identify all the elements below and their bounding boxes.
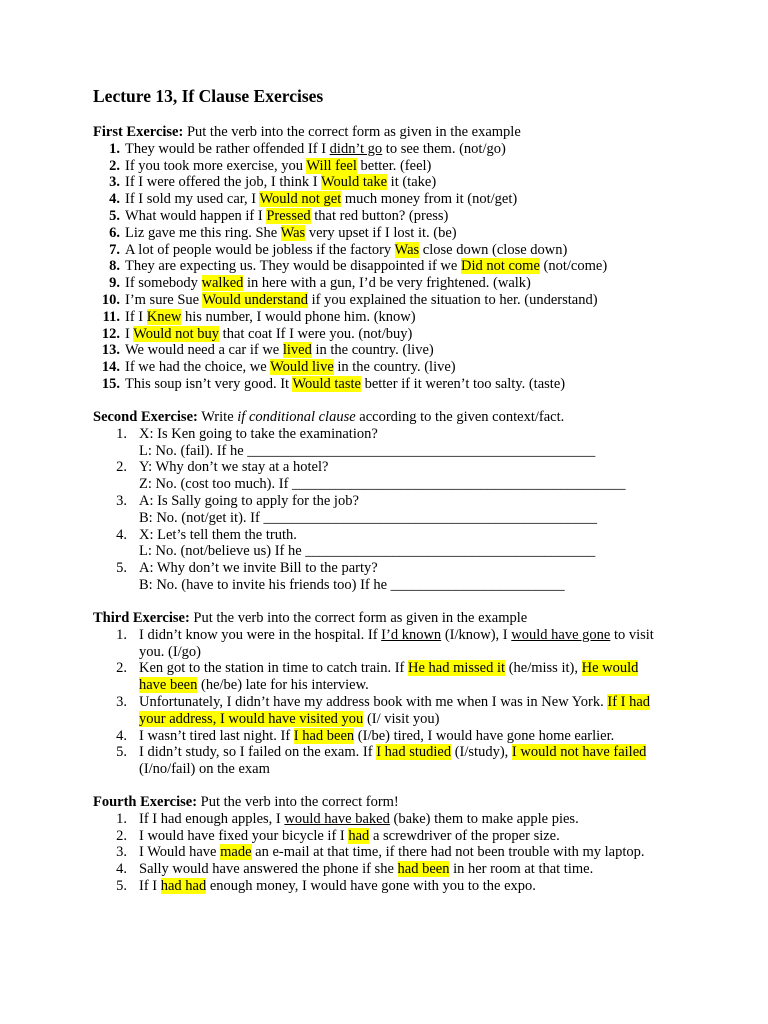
dialogue-question: A: Why don’t we invite Bill to the party? bbox=[139, 560, 378, 577]
list-item bbox=[93, 191, 693, 208]
first-exercise bbox=[93, 124, 693, 393]
item-number: 15. bbox=[101, 375, 120, 392]
list-item bbox=[93, 158, 693, 175]
item-hint: much money from it (not/get) bbox=[341, 191, 518, 208]
item-stem: I’m sure Sue bbox=[125, 291, 203, 308]
item-number: 1. bbox=[116, 425, 127, 442]
item-hint: if you explained the situation to her. (understand) bbox=[308, 291, 598, 308]
item-stem: We would need a car if we bbox=[125, 342, 283, 359]
list-item bbox=[93, 376, 693, 393]
item-number: 1. bbox=[116, 626, 127, 643]
item-text-part: (I/know), I bbox=[441, 626, 512, 643]
first-exercise-list bbox=[93, 141, 693, 393]
example-answer: would have baked bbox=[284, 810, 390, 827]
item-text-part: Unfortunately, I didn’t have my address book with me when I was in New York. bbox=[139, 693, 608, 710]
item-stem: If I sold my used car, I bbox=[125, 191, 260, 208]
list-item bbox=[93, 242, 693, 259]
answer-highlight: had had bbox=[160, 877, 207, 894]
item-number: 10. bbox=[101, 291, 120, 308]
item-text bbox=[139, 694, 654, 728]
list-item bbox=[93, 828, 693, 845]
item-number: 4. bbox=[116, 861, 127, 878]
item-hint: better. (feel) bbox=[356, 157, 432, 174]
fourth-exercise-heading: Fourth Exercise: Put the verb into the correct form! bbox=[93, 794, 399, 810]
list-item bbox=[93, 844, 693, 861]
item-text bbox=[139, 844, 654, 861]
item-hint: in here with a gun, I’d be very frightened. (walk) bbox=[243, 275, 531, 292]
list-item bbox=[93, 660, 693, 694]
item-text bbox=[125, 376, 693, 393]
item-text-part: (I/no/fail) on the exam bbox=[139, 761, 270, 778]
item-text bbox=[125, 275, 693, 292]
item-text-part: (bake) them to make apple pies. bbox=[389, 810, 579, 827]
item-number: 4. bbox=[116, 526, 127, 543]
dialogue-answer-blank: Z: No. (cost too much). If ______________________________________________ bbox=[139, 476, 626, 493]
dialogue-question: X: Is Ken going to take the examination? bbox=[139, 425, 378, 442]
list-item bbox=[93, 174, 693, 191]
item-number: 7. bbox=[109, 241, 120, 258]
list-item bbox=[93, 728, 693, 745]
item-number: 2. bbox=[116, 660, 127, 677]
list-item bbox=[93, 258, 693, 275]
item-stem: If I were offered the job, I think I bbox=[125, 174, 321, 191]
fourth-exercise bbox=[93, 794, 693, 895]
item-text bbox=[139, 728, 654, 745]
item-text bbox=[125, 326, 693, 343]
answer-highlight: Did not come bbox=[460, 258, 540, 275]
item-text bbox=[139, 811, 654, 828]
item-number: 14. bbox=[101, 359, 120, 376]
dialogue-question: A: Is Sally going to apply for the job? bbox=[139, 492, 359, 509]
item-text-part: an e-mail at that time, if there had not been trouble with my laptop. bbox=[251, 844, 645, 861]
item-stem: If we had the choice, we bbox=[125, 359, 271, 376]
item-stem: What would happen if I bbox=[125, 207, 267, 224]
item-text bbox=[125, 208, 693, 225]
third-exercise-list bbox=[93, 627, 693, 778]
item-text bbox=[139, 493, 693, 527]
list-item bbox=[93, 878, 693, 895]
third-exercise bbox=[93, 610, 693, 778]
item-stem: If somebody bbox=[125, 275, 202, 292]
item-text-part: I would have fixed your bicycle if I bbox=[139, 827, 349, 844]
list-item bbox=[93, 275, 693, 292]
item-hint: better if it weren’t too salty. (taste) bbox=[360, 375, 566, 392]
dialogue-answer-blank: B: No. (not/get it). If ______________________________________________ bbox=[139, 509, 597, 526]
item-text-part: Ken got to the station in time to catch train. If bbox=[139, 660, 408, 677]
item-hint: close down (close down) bbox=[419, 241, 568, 258]
item-number: 5. bbox=[116, 560, 127, 577]
item-stem: A lot of people would be jobless if the factory bbox=[125, 241, 395, 258]
dialogue-question: X: Let’s tell them the truth. bbox=[139, 526, 297, 543]
second-exercise bbox=[93, 409, 693, 594]
list-item bbox=[93, 208, 693, 225]
item-stem: If you took more exercise, you bbox=[125, 157, 307, 174]
answer-highlight: Pressed bbox=[266, 207, 311, 224]
item-text bbox=[125, 309, 693, 326]
answer-highlight: had been bbox=[397, 861, 450, 878]
item-hint: his number, I would phone him. (know) bbox=[181, 308, 416, 325]
item-text bbox=[125, 191, 693, 208]
item-text bbox=[125, 158, 693, 175]
item-number: 11. bbox=[102, 308, 120, 325]
item-text-part: If I bbox=[139, 877, 161, 894]
item-number: 5. bbox=[116, 744, 127, 761]
item-hint: to see them. (not/go) bbox=[382, 140, 506, 157]
item-number: 9. bbox=[109, 275, 120, 292]
example-answer: didn’t go bbox=[329, 140, 383, 157]
item-number: 2. bbox=[116, 459, 127, 476]
item-number: 12. bbox=[101, 325, 120, 342]
item-text-part: to visit you. (I/go) bbox=[139, 626, 654, 660]
item-text bbox=[139, 878, 654, 895]
first-exercise-heading: First Exercise: Put the verb into the correct form as given in the example bbox=[93, 124, 521, 140]
list-item bbox=[93, 560, 693, 594]
item-text bbox=[125, 292, 693, 309]
list-item bbox=[93, 292, 693, 309]
item-text bbox=[125, 141, 693, 158]
item-number: 1. bbox=[116, 810, 127, 827]
answer-highlight: Would not get bbox=[259, 191, 342, 208]
item-hint: that red button? (press) bbox=[310, 207, 449, 224]
item-number: 13. bbox=[101, 342, 120, 359]
item-hint: it (take) bbox=[387, 174, 437, 191]
answer-highlight: If I had your address, I would have visited you bbox=[139, 693, 651, 727]
item-text bbox=[125, 258, 693, 275]
list-item bbox=[93, 694, 693, 728]
third-exercise-heading: Third Exercise: Put the verb into the correct form as given in the example bbox=[93, 610, 528, 626]
item-text bbox=[125, 359, 693, 376]
list-item bbox=[93, 493, 693, 527]
item-number: 5. bbox=[109, 207, 120, 224]
list-item bbox=[93, 326, 693, 343]
item-number: 8. bbox=[109, 258, 120, 275]
second-exercise-list bbox=[93, 426, 693, 594]
dialogue-answer-blank: L: No. (not/believe us) If he ________________________________________ bbox=[139, 543, 596, 560]
item-text-part: (he/be) late for his interview. bbox=[197, 677, 369, 694]
item-text bbox=[139, 828, 654, 845]
item-text-part: a screwdriver of the proper size. bbox=[369, 827, 560, 844]
list-item bbox=[93, 527, 693, 561]
list-item bbox=[93, 225, 693, 242]
example-answer: would have gone bbox=[511, 626, 611, 643]
item-text-part: enough money, I would have gone with you to the expo. bbox=[206, 877, 536, 894]
answer-highlight: lived bbox=[282, 342, 312, 359]
list-item bbox=[93, 426, 693, 460]
page-title: Lecture 13, If Clause Exercises bbox=[93, 86, 324, 106]
answer-highlight: He had missed it bbox=[408, 660, 506, 677]
item-number: 4. bbox=[109, 191, 120, 208]
answer-highlight: I would not have failed bbox=[511, 744, 647, 761]
item-text bbox=[139, 627, 654, 661]
fourth-exercise-list bbox=[93, 811, 693, 895]
item-text bbox=[125, 225, 693, 242]
dialogue-question: Y: Why don’t we stay at a hotel? bbox=[139, 459, 329, 476]
item-text bbox=[125, 242, 693, 259]
dialogue-answer-blank: L: No. (fail). If he ________________________________________________ bbox=[139, 442, 596, 459]
item-text-part: in her room at that time. bbox=[449, 861, 594, 878]
item-stem: They are expecting us. They would be disappointed if we bbox=[125, 258, 461, 275]
answer-highlight: I had been bbox=[293, 727, 355, 744]
item-text bbox=[139, 527, 693, 561]
item-text bbox=[139, 459, 693, 493]
item-text-part: Sally would have answered the phone if she bbox=[139, 861, 398, 878]
answer-highlight: Knew bbox=[146, 308, 182, 325]
list-item bbox=[93, 811, 693, 828]
answer-highlight: Would take bbox=[320, 174, 388, 191]
answer-highlight: Was bbox=[394, 241, 420, 258]
item-number: 2. bbox=[109, 157, 120, 174]
item-hint: very upset if I lost it. (be) bbox=[305, 224, 457, 241]
list-item bbox=[93, 627, 693, 661]
item-text bbox=[139, 660, 654, 694]
item-number: 1. bbox=[109, 140, 120, 157]
item-number: 3. bbox=[109, 174, 120, 191]
item-stem: Liz gave me this ring. She bbox=[125, 224, 281, 241]
item-text bbox=[139, 560, 693, 594]
item-text-part: I Would have bbox=[139, 844, 221, 861]
answer-highlight: Would not buy bbox=[133, 325, 220, 342]
item-text-part: I didn’t study, so I failed on the exam. If bbox=[139, 744, 377, 761]
list-item bbox=[93, 744, 693, 778]
item-stem: I bbox=[125, 325, 134, 342]
item-hint: (not/come) bbox=[539, 258, 608, 275]
answer-highlight: made bbox=[220, 844, 252, 861]
item-hint: in the country. (live) bbox=[311, 342, 434, 359]
item-stem: This soup isn’t very good. It bbox=[125, 375, 293, 392]
item-text-part: (he/miss it), bbox=[505, 660, 582, 677]
item-number: 3. bbox=[116, 693, 127, 710]
answer-highlight: Would live bbox=[270, 359, 334, 376]
answer-highlight: Would understand bbox=[202, 291, 309, 308]
item-hint: in the country. (live) bbox=[333, 359, 456, 376]
item-text-part: (I/study), bbox=[451, 744, 512, 761]
answer-highlight: I had studied bbox=[376, 744, 452, 761]
item-text bbox=[125, 342, 693, 359]
item-text bbox=[139, 426, 693, 460]
answer-highlight: Will feel bbox=[306, 157, 357, 174]
item-text-part: If I had enough apples, I bbox=[139, 810, 285, 827]
item-text-part: (I/ visit you) bbox=[363, 710, 440, 727]
answer-highlight: He would have been bbox=[139, 660, 639, 694]
item-number: 6. bbox=[109, 224, 120, 241]
dialogue-answer-blank: B: No. (have to invite his friends too) If he ________________________ bbox=[139, 576, 565, 593]
item-stem: If I bbox=[125, 308, 147, 325]
item-hint: that coat If I were you. (not/buy) bbox=[219, 325, 413, 342]
item-text-part: I didn’t know you were in the hospital. If bbox=[139, 626, 382, 643]
second-exercise-heading: Second Exercise: Write if conditional clause according to the given context/fact. bbox=[93, 409, 565, 425]
item-text bbox=[125, 174, 693, 191]
list-item bbox=[93, 861, 693, 878]
list-item bbox=[93, 459, 693, 493]
list-item bbox=[93, 359, 693, 376]
answer-highlight: Was bbox=[280, 224, 306, 241]
item-text bbox=[139, 744, 654, 778]
item-number: 2. bbox=[116, 827, 127, 844]
answer-highlight: walked bbox=[201, 275, 244, 292]
item-stem: They would be rather offended If I bbox=[125, 140, 330, 157]
item-number: 3. bbox=[116, 492, 127, 509]
item-text bbox=[139, 861, 654, 878]
list-item bbox=[93, 309, 693, 326]
answer-highlight: had bbox=[348, 827, 370, 844]
list-item bbox=[93, 342, 693, 359]
list-item bbox=[93, 141, 693, 158]
answer-highlight: Would taste bbox=[292, 375, 361, 392]
item-number: 5. bbox=[116, 877, 127, 894]
item-text-part: (I/be) tired, I would have gone home earlier. bbox=[354, 727, 615, 744]
item-number: 4. bbox=[116, 727, 127, 744]
example-answer: I’d known bbox=[381, 626, 442, 643]
item-text-part: I wasn’t tired last night. If bbox=[139, 727, 294, 744]
item-number: 3. bbox=[116, 844, 127, 861]
